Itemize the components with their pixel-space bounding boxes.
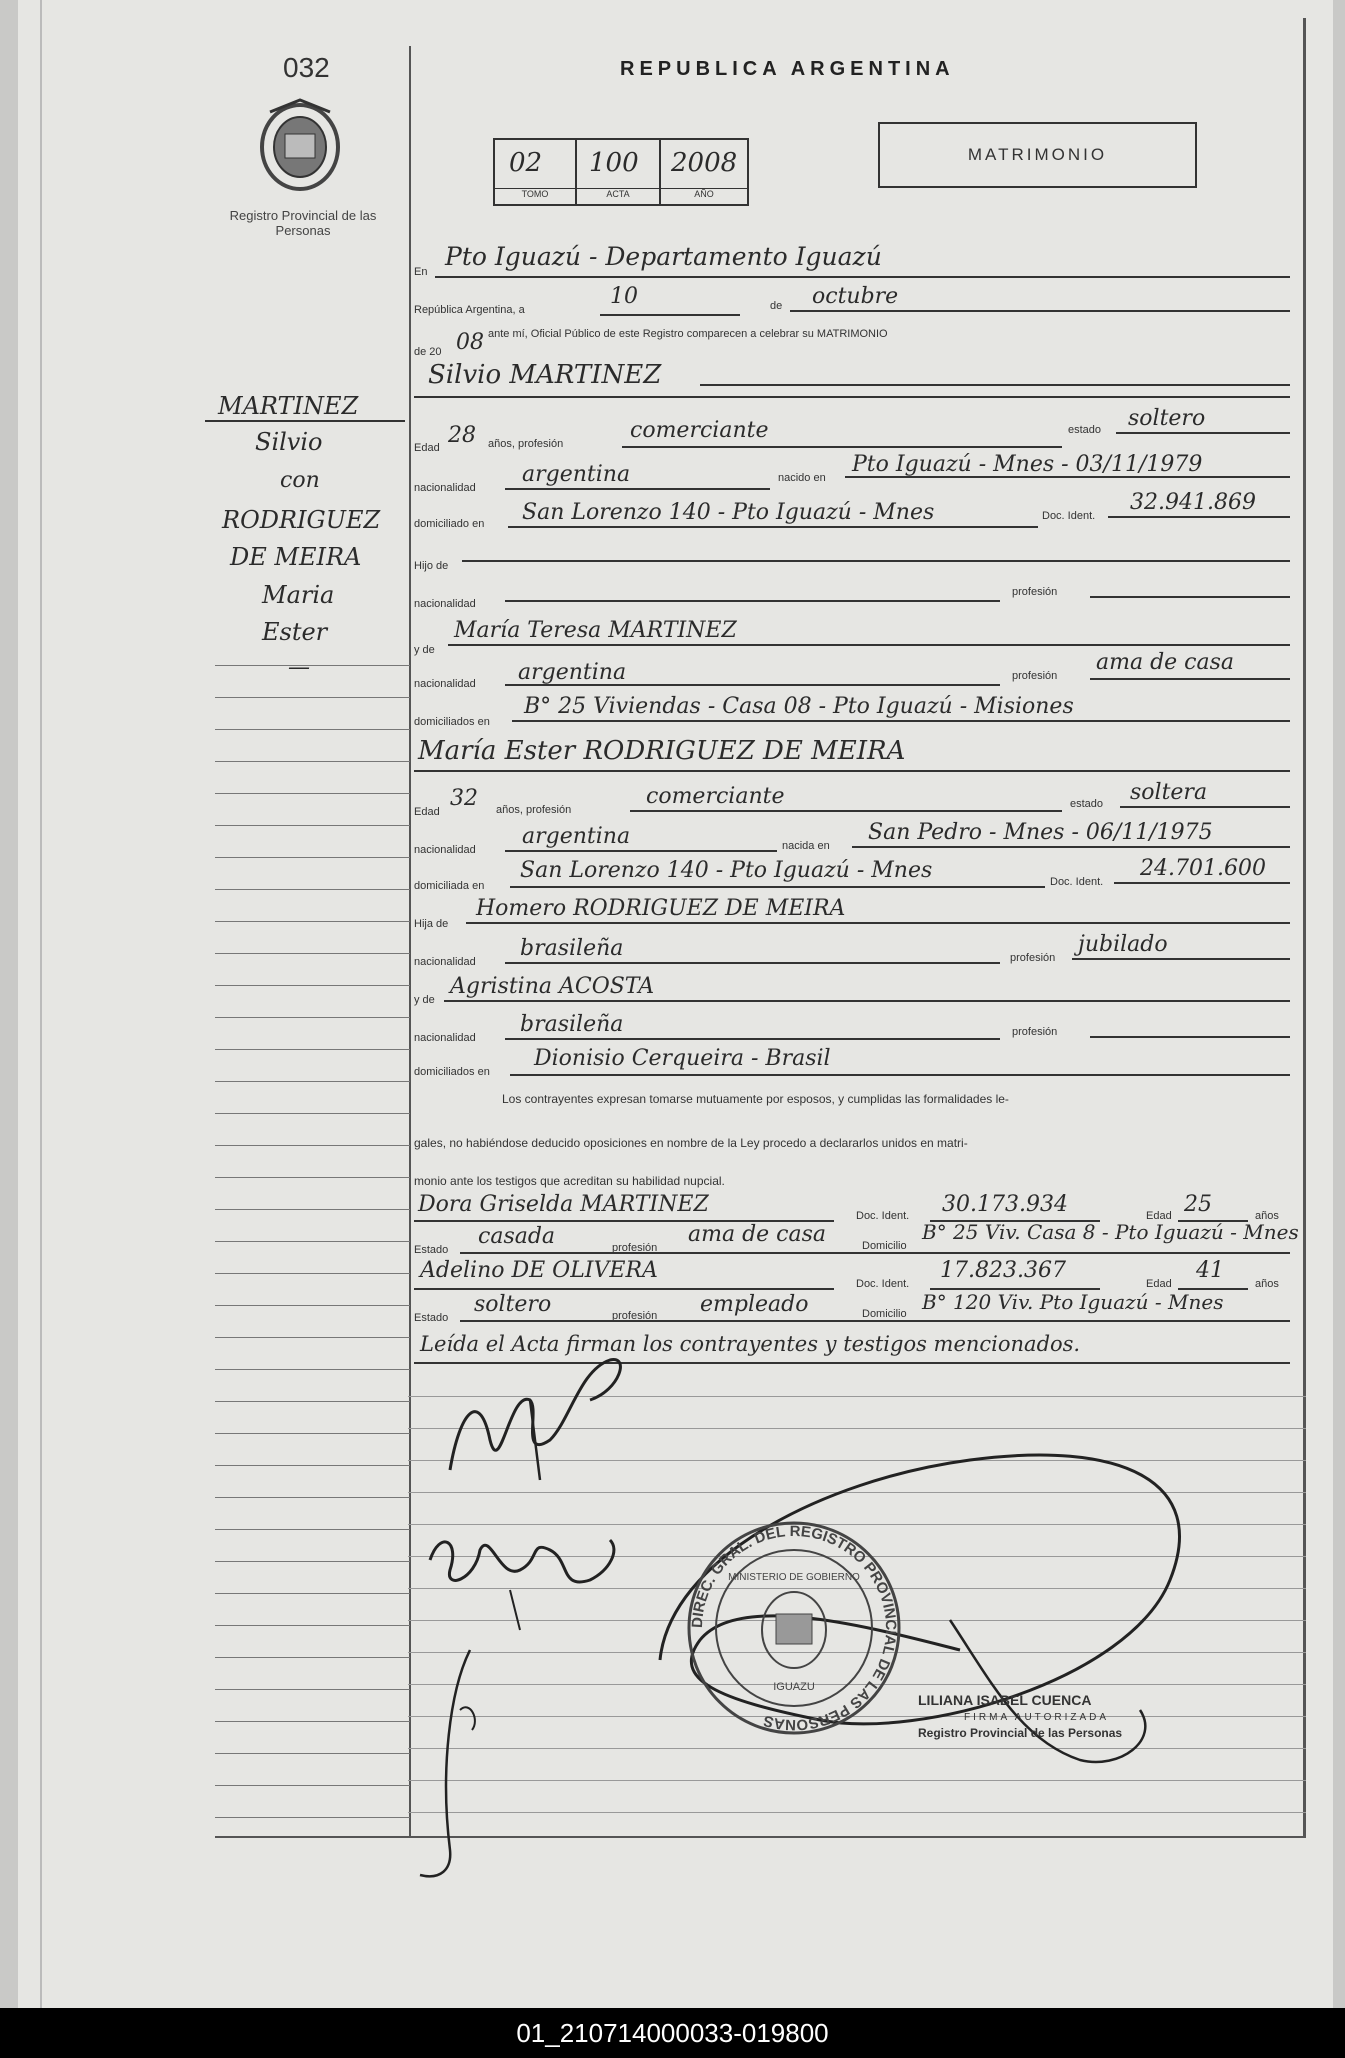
year-suffix: 08 xyxy=(456,330,484,355)
margin-rule-line xyxy=(215,1273,410,1274)
margin-name: Silvio xyxy=(255,428,323,456)
bride-mother-nac-line xyxy=(505,1038,1000,1040)
bride-anos-prof-label: años, profesión xyxy=(496,804,572,816)
groom-nacido-label: nacido en xyxy=(778,472,826,484)
groom-father-line xyxy=(462,560,1290,562)
bride-mother-nationality: brasileña xyxy=(520,1012,624,1037)
declaration-line-2: gales, no habiéndose deducido oposiciones en nombre de la Ley procedo a declararlos unidos en matri- xyxy=(414,1136,968,1150)
margin-rule-line xyxy=(215,697,410,698)
groom-nationality-line xyxy=(505,488,770,490)
witness1-anos-label: años xyxy=(1255,1210,1279,1222)
margin-rule-line xyxy=(215,825,410,826)
groom-estado: soltero xyxy=(1128,406,1206,431)
official-stamp xyxy=(684,1518,904,1738)
margin-rule-line xyxy=(215,1369,410,1370)
witness1-dom-label: Domicilio xyxy=(862,1240,907,1252)
margin-rule-line xyxy=(215,1721,410,1722)
margin-rule-line xyxy=(215,1529,410,1530)
witness1-age: 25 xyxy=(1184,1192,1212,1217)
witness1-prof-label: profesión xyxy=(612,1242,658,1254)
witness2-dom-label: Domicilio xyxy=(862,1308,907,1320)
day-value: 10 xyxy=(610,284,638,309)
bride-father: Homero RODRIGUEZ DE MEIRA xyxy=(476,896,846,921)
margin-rule-line xyxy=(215,665,410,666)
margin-bride-surname: RODRIGUEZ xyxy=(222,506,381,534)
witness1-profession: ama de casa xyxy=(688,1222,827,1247)
bride-doc-label: Doc. Ident. xyxy=(1050,876,1104,888)
groom-father-prof-line xyxy=(1090,596,1290,598)
witness2-prof-label: profesión xyxy=(612,1310,658,1322)
groom-yde-label: y de xyxy=(414,644,435,656)
officer-office: Registro Provincial de las Personas xyxy=(918,1726,1123,1740)
groom-birthplace-line xyxy=(845,476,1290,478)
groom-estado-line xyxy=(1116,432,1290,434)
bride-doc: 24.701.600 xyxy=(1140,856,1266,881)
groom-parents-dom-line xyxy=(512,720,1290,722)
margin-rule-line xyxy=(215,1497,410,1498)
day-line xyxy=(600,314,740,316)
officer-name: LILIANA ISABEL CUENCA xyxy=(918,1692,1092,1708)
stamp-emblem-icon xyxy=(762,1592,826,1668)
bride-mother: Agristina ACOSTA xyxy=(450,974,655,999)
bride-nationality: argentina xyxy=(522,824,631,849)
groom-profession: comerciante xyxy=(630,418,769,443)
bride-mother-prof-label: profesión xyxy=(1012,1026,1058,1038)
witness1-edad-label: Edad xyxy=(1146,1210,1172,1222)
place-value: Pto Iguazú - Departamento Iguazú xyxy=(445,242,882,271)
margin-rule-line xyxy=(215,729,410,730)
witness2-profession: empleado xyxy=(700,1292,809,1317)
groom-address-line xyxy=(508,526,1038,528)
witness2-detail-line xyxy=(460,1320,1290,1322)
stamp-inner-text: MINISTERIO DE GOBIERNO xyxy=(728,1572,860,1583)
month-value: octubre xyxy=(812,284,899,309)
groom-profession-line xyxy=(622,446,1062,448)
witness2-estado: soltero xyxy=(474,1292,552,1317)
tomo-label: TOMO xyxy=(495,188,575,199)
margin-rule-line xyxy=(215,1817,410,1818)
bride-estado: soltera xyxy=(1130,780,1208,805)
bride-estado-label: estado xyxy=(1070,798,1104,810)
bride-mother-line xyxy=(444,1000,1290,1002)
bride-mother-prof-line xyxy=(1090,1036,1290,1038)
act-type-box xyxy=(878,122,1197,188)
officer-title: FIRMA AUTORIZADA xyxy=(964,1712,1110,1723)
right-border xyxy=(1303,18,1306,1838)
witness2-estado-label: Estado xyxy=(414,1312,449,1324)
margin-rule-line xyxy=(215,1785,410,1786)
groom-anos-prof-label: años, profesión xyxy=(488,438,564,450)
margin-rule-line xyxy=(215,1433,410,1434)
bride-yde-label: y de xyxy=(414,994,435,1006)
margin-underline xyxy=(205,420,405,422)
acta-label: ACTA xyxy=(577,188,659,199)
groom-hijo-label: Hijo de xyxy=(414,560,449,572)
groom-address: San Lorenzo 140 - Pto Iguazú - Mnes xyxy=(522,500,935,525)
bride-estado-line xyxy=(1120,806,1290,808)
margin-rule-line xyxy=(215,1401,410,1402)
bride-nationality-line xyxy=(505,850,777,852)
acta-cell xyxy=(577,140,661,204)
ano-cell xyxy=(661,140,747,204)
bride-dom-label: domiciliada en xyxy=(414,880,485,892)
groom-name: Silvio MARTINEZ xyxy=(428,360,662,390)
bride-father-prof-line xyxy=(1072,958,1290,960)
margin-rule-line xyxy=(215,1177,410,1178)
margin-bride-name-2: Ester xyxy=(262,618,328,646)
bride-father-prof-label: profesión xyxy=(1010,952,1056,964)
bride-parents-dom-line xyxy=(510,1074,1290,1076)
witness2-address: B° 120 Viv. Pto Iguazú - Mnes xyxy=(922,1290,1224,1314)
bride-birthplace: San Pedro - Mnes - 06/11/1975 xyxy=(868,820,1213,845)
groom-dom-label: domiciliado en xyxy=(414,518,485,530)
witness1-estado-label: Estado xyxy=(414,1244,449,1256)
bride-mother-nac-label: nacionalidad xyxy=(414,1032,476,1044)
margin-rule-line xyxy=(215,1241,410,1242)
margin-surname: MARTINEZ xyxy=(218,392,359,420)
bride-parents-dom-label: domiciliados en xyxy=(414,1066,490,1078)
groom-edad-label: Edad xyxy=(414,442,440,454)
margin-rule-line xyxy=(215,1145,410,1146)
bride-hija-label: Hija de xyxy=(414,918,449,930)
bride-father-line xyxy=(466,922,1290,924)
witness2-edad-label: Edad xyxy=(1146,1278,1172,1290)
groom-birthplace: Pto Iguazú - Mnes - 03/11/1979 xyxy=(852,452,1203,477)
margin-rule-line xyxy=(215,985,410,986)
margin-rule-line xyxy=(215,1113,410,1114)
margin-rule-line xyxy=(215,1657,410,1658)
groom-doc: 32.941.869 xyxy=(1130,490,1256,515)
bride-father-nac-line xyxy=(505,962,1000,964)
tomo-cell xyxy=(495,140,577,204)
bride-parents-address: Dionisio Cerqueira - Brasil xyxy=(534,1046,831,1071)
margin-rule-line xyxy=(215,857,410,858)
groom-name-line-2 xyxy=(414,396,1290,398)
margin-rule-line xyxy=(215,1049,410,1050)
groom-mother-nac-line xyxy=(505,684,1000,686)
groom-parents-dom-label: domiciliados en xyxy=(414,716,490,728)
witness2-name: Adelino DE OLIVERA xyxy=(420,1258,658,1283)
groom-estado-label: estado xyxy=(1068,424,1102,436)
acta-value: 100 xyxy=(589,148,639,178)
margin-divider xyxy=(409,46,411,1836)
groom-parents-address: B° 25 Viviendas - Casa 08 - Pto Iguazú - Misiones xyxy=(524,694,1074,719)
margin-rule-line xyxy=(215,793,410,794)
bride-father-profession: jubilado xyxy=(1078,932,1168,957)
groom-age: 28 xyxy=(448,423,476,448)
bride-father-nationality: brasileña xyxy=(520,936,624,961)
bride-father-nac-label: nacionalidad xyxy=(414,956,476,968)
bottom-border xyxy=(215,1836,1305,1838)
bride-nac-label: nacionalidad xyxy=(414,844,476,856)
registry-name: Registro Provincial de las Personas xyxy=(229,208,377,238)
margin-rule-line xyxy=(215,1561,410,1562)
year-prefix: de 20 xyxy=(414,346,442,358)
margin-rule-line xyxy=(215,953,410,954)
groom-mother-nac-label: nacionalidad xyxy=(414,678,476,690)
witness1-doc: 30.173.934 xyxy=(942,1192,1068,1217)
bride-profession: comerciante xyxy=(646,784,785,809)
margin-rule-line xyxy=(215,921,410,922)
book-reference-box xyxy=(493,138,749,206)
witness2-doc-label: Doc. Ident. xyxy=(856,1278,910,1290)
stamp-bottom-text: IGUAZU xyxy=(773,1681,815,1693)
closing-text: Leída el Acta firman los contrayentes y testigos mencionados. xyxy=(420,1332,1081,1356)
country-title: REPUBLICA ARGENTINA xyxy=(620,58,955,80)
declaration-line-3: monio ante los testigos que acreditan su habilidad nupcial. xyxy=(414,1174,725,1188)
margin-rule-line xyxy=(215,1689,410,1690)
witness2-anos-label: años xyxy=(1255,1278,1279,1290)
month-line xyxy=(790,310,1290,312)
bride-profession-line xyxy=(630,810,1062,812)
margin-rule-line xyxy=(215,1753,410,1754)
witness1-name: Dora Griselda MARTINEZ xyxy=(418,1192,709,1217)
provincial-seal-icon xyxy=(250,92,350,202)
groom-doc-line xyxy=(1108,516,1290,518)
page-number: 032 xyxy=(283,52,330,83)
country-date-label: República Argentina, a xyxy=(414,304,525,316)
margin-rule-line xyxy=(215,1081,410,1082)
groom-nationality: argentina xyxy=(522,462,631,487)
margin-rule-line xyxy=(215,1209,410,1210)
groom-doc-label: Doc. Ident. xyxy=(1042,510,1096,522)
groom-name-line xyxy=(700,384,1290,386)
de-label: de xyxy=(770,300,783,312)
witness2-age: 41 xyxy=(1196,1258,1224,1283)
witness2-name-line xyxy=(414,1288,834,1290)
witness1-doc-label: Doc. Ident. xyxy=(856,1210,910,1222)
margin-rule-line xyxy=(215,1465,410,1466)
bride-doc-line xyxy=(1114,882,1290,884)
bride-address: San Lorenzo 140 - Pto Iguazú - Mnes xyxy=(520,858,933,883)
witness1-detail-line xyxy=(460,1252,1290,1254)
margin-rule-line xyxy=(215,1017,410,1018)
bride-age: 32 xyxy=(450,786,478,811)
bride-address-line xyxy=(510,886,1045,888)
stamp-ring-text: DIREC. GRAL. DEL REGISTRO PROVINCIAL DE LAS PERSONAS xyxy=(688,1522,900,1734)
witness1-estado: casada xyxy=(478,1224,556,1249)
en-label: En xyxy=(414,266,428,278)
ano-label: AÑO xyxy=(661,188,747,199)
ano-value: 2008 xyxy=(671,148,738,178)
margin-rule-line xyxy=(215,1337,410,1338)
groom-mother-prof-label: profesión xyxy=(1012,670,1058,682)
bride-name: María Ester RODRIGUEZ DE MEIRA xyxy=(418,736,906,766)
margin-dash: — xyxy=(288,655,310,680)
page-left-edge xyxy=(40,0,42,2008)
footer-bar xyxy=(0,2008,1345,2058)
witness1-address: B° 25 Viv. Casa 8 - Pto Iguazú - Mnes xyxy=(922,1220,1299,1244)
groom-father-nac-line xyxy=(505,600,1000,602)
margin-rule-line xyxy=(215,761,410,762)
margin-rule-line xyxy=(215,1625,410,1626)
margin-bride-name: Maria xyxy=(262,581,335,609)
groom-nac-label: nacionalidad xyxy=(414,482,476,494)
margin-con: con xyxy=(280,468,320,493)
bride-birthplace-line xyxy=(852,846,1290,848)
bride-name-line xyxy=(414,770,1290,772)
document-id: 01_210714000033-019800 xyxy=(516,2018,829,2048)
bride-nacida-label: nacida en xyxy=(782,840,830,852)
margin-rule-line xyxy=(215,1305,410,1306)
place-line xyxy=(435,276,1290,278)
groom-mother-nationality: argentina xyxy=(518,660,627,685)
groom-mother-line xyxy=(448,644,1290,646)
act-type-label: MATRIMONIO xyxy=(967,145,1108,164)
margin-bride-surname-2: DE MEIRA xyxy=(230,543,362,571)
groom-father-nac-label: nacionalidad xyxy=(414,598,476,610)
groom-mother: María Teresa MARTINEZ xyxy=(454,618,737,643)
declaration-line-1: Los contrayentes expresan tomarse mutuamente por esposos, y cumplidas las formalidades le- xyxy=(502,1092,1009,1106)
tomo-value: 02 xyxy=(509,148,543,178)
groom-father-prof-label: profesión xyxy=(1012,586,1058,598)
margin-rule-line xyxy=(215,889,410,890)
margin-rule-line xyxy=(215,1593,410,1594)
groom-mother-prof-line xyxy=(1090,678,1290,680)
groom-mother-profession: ama de casa xyxy=(1096,650,1235,675)
witness2-doc: 17.823.367 xyxy=(940,1258,1066,1283)
bride-edad-label: Edad xyxy=(414,806,440,818)
opening-text: ante mí, Oficial Público de este Registro comparecen a celebrar su MATRIMONIO xyxy=(488,328,888,340)
